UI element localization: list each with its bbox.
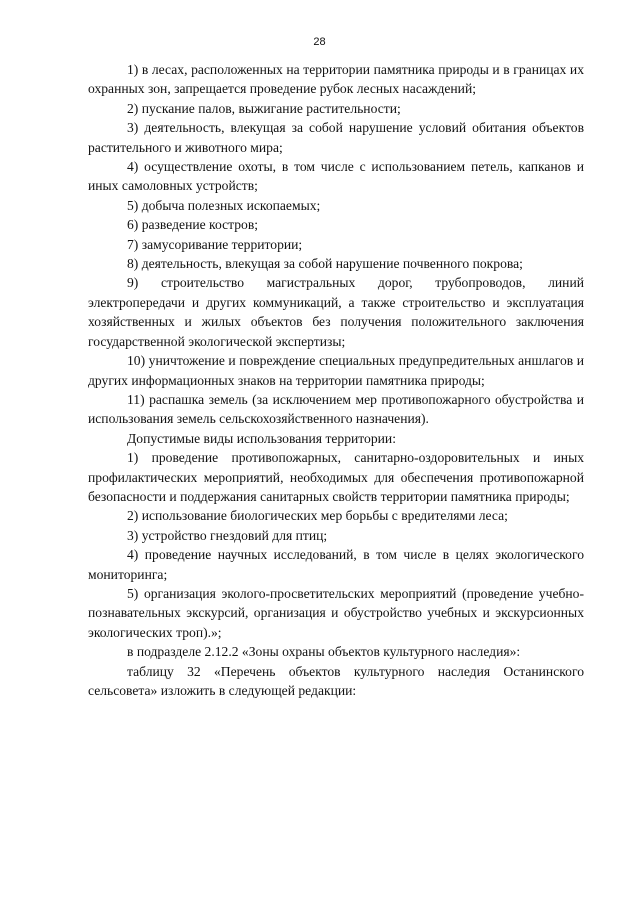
paragraph-ban-sign-damage: 10) уничтожение и повреждение специальных предупредительных аншлагов и других информационных знаков на территории памятника природы; — [88, 353, 584, 388]
document-body — [88, 60, 584, 700]
paragraph-subsection-reference: в подразделе 2.12.2 «Зоны охраны объектов культурного наследия»: — [127, 644, 521, 660]
page-number: 28 — [313, 36, 326, 48]
paragraph-ban-littering: 7) замусоривание территории; — [127, 236, 303, 252]
paragraph-permitted-fire-prevention: 1) проведение противопожарных, санитарно-оздоровительных и иных профилактических мероприятий, необходимых для обеспечения противопожарной безопасности и поддержания санитарных свойств территории памятника природы; — [88, 450, 584, 504]
paragraph-ban-construction: 9) строительство магистральных дорог, трубопроводов, линий электропередачи и других коммуникаций, а также строительство и эксплуатация хозяйственных и жилых объектов без получения положительного заключения государственной экологической экспертизы; — [88, 275, 584, 349]
paragraph-permitted-research: 4) проведение научных исследований, в том числе в целях экологического мониторинга; — [88, 547, 584, 582]
paragraph-permitted-bird-nests: 3) устройство гнездовий для птиц; — [127, 527, 328, 543]
paragraph-table-reference: таблицу 32 «Перечень объектов культурного наследия Останинского сельсовета» изложить в следующей редакции: — [88, 663, 584, 698]
paragraph-permitted-uses-heading: Допустимые виды использования территории: — [127, 430, 396, 446]
paragraph-ban-logging: 1) в лесах, расположенных на территории памятника природы и в границах их охранных зон, запрещается проведение рубок лесных насаждений; — [88, 62, 584, 97]
paragraph-ban-burning: 2) пускание палов, выжигание растительности; — [127, 100, 401, 116]
paragraph-ban-hunting: 4) осуществление охоты, в том числе с использованием петель, капканов и иных самоловных устройств; — [88, 159, 584, 194]
paragraph-permitted-education: 5) организация эколого-просветительских мероприятий (проведение учебно-познавательных экскурсий, организация и обустройство учебных и экскурсионных экологических троп).»; — [88, 585, 584, 640]
paragraph-ban-soil-damage: 8) деятельность, влекущая за собой нарушение почвенного покрова; — [127, 256, 523, 272]
paragraph-permitted-biological-control: 2) использование биологических мер борьбы с вредителями леса; — [127, 508, 508, 524]
paragraph-ban-habitat-disruption: 3) деятельность, влекущая за собой нарушение условий обитания объектов растительного и животного мира; — [88, 120, 584, 155]
paragraph-ban-plowing: 11) распашка земель (за исключением мер противопожарного обустройства и использования земель сельскохозяйственного назначения). — [88, 391, 584, 427]
paragraph-ban-campfires: 6) разведение костров; — [127, 217, 259, 233]
paragraph-ban-mining: 5) добыча полезных ископаемых; — [127, 197, 321, 213]
